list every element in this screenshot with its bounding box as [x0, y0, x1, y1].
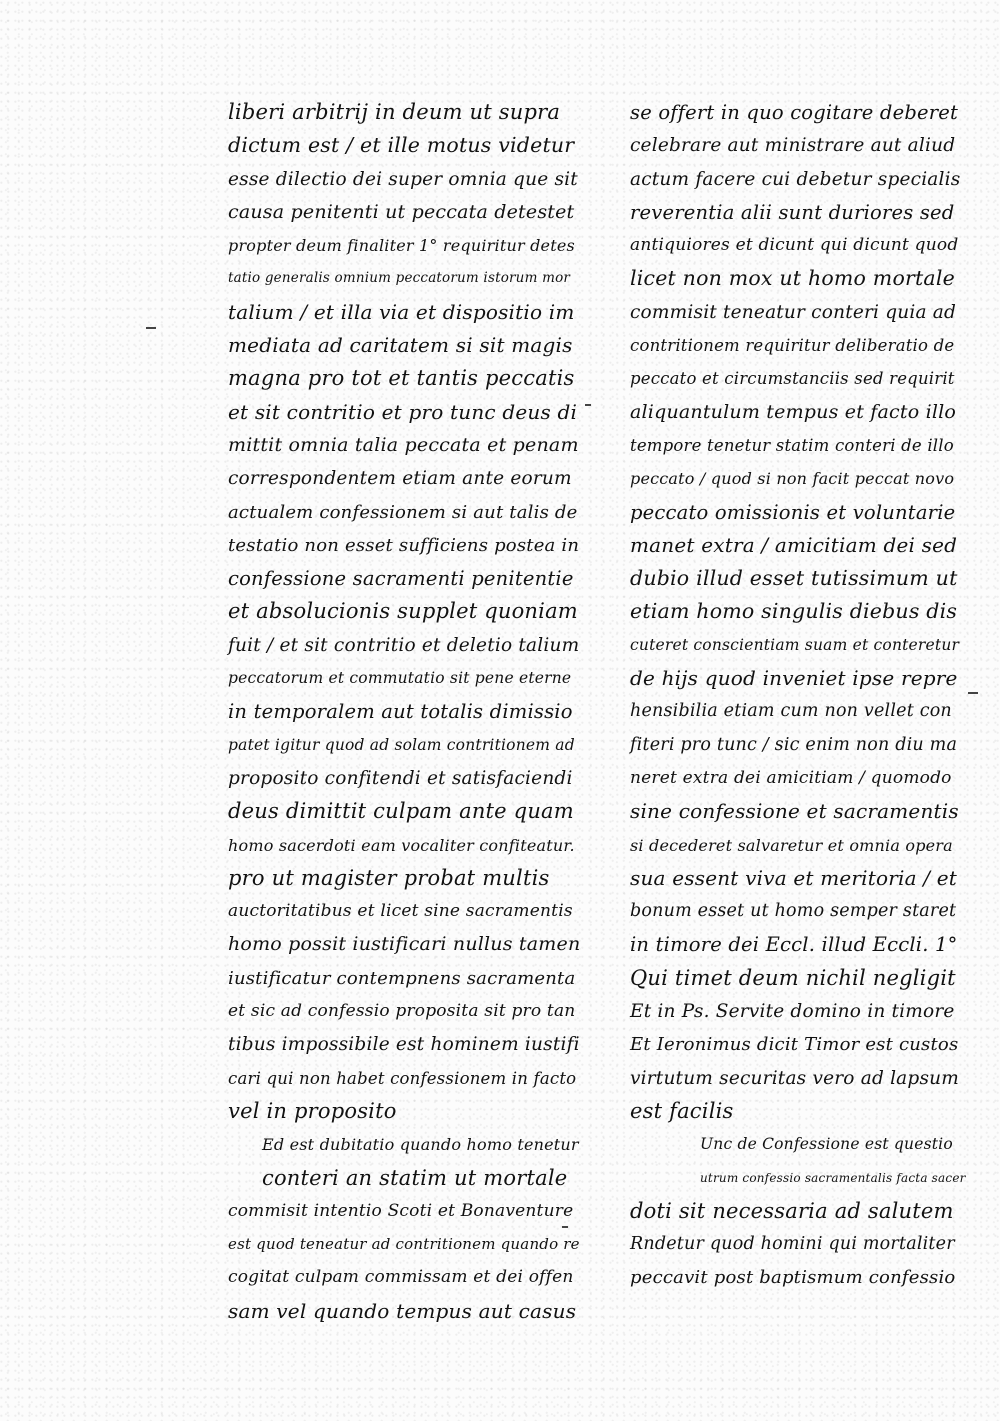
right-line: contritionem requiritur deliberatio de	[630, 336, 955, 356]
left-text-column	[228, 96, 580, 1328]
margin-tick	[146, 327, 156, 329]
right-line: utrum confessio sacramentalis facta sacer	[700, 1170, 966, 1185]
right-line: tempore tenetur statim conteri de illo	[630, 435, 954, 455]
right-line: se offert in quo cogitare deberet	[630, 101, 959, 124]
left-line: esse dilectio dei super omnia que sit	[228, 168, 578, 190]
right-line: fiteri pro tunc / sic enim non diu ma	[630, 734, 958, 755]
left-line: auctoritatibus et licet sine sacramentis	[228, 901, 573, 922]
left-line: iustificatur contempnens sacramenta	[228, 967, 576, 989]
left-line: fuit / et sit contritio et deletio talium	[228, 634, 580, 656]
left-line: cari qui non habet confessionem in facto	[228, 1068, 577, 1088]
right-line: est facilis	[630, 1098, 734, 1123]
right-line: Unc de Confessione est questio	[700, 1135, 953, 1154]
left-line: correspondentem etiam ante eorum	[228, 468, 572, 490]
right-line: peccato / quod si non facit peccat novo	[630, 469, 955, 489]
left-line: homo possit iustificari nullus tamen	[228, 933, 581, 956]
margin-tick	[562, 1226, 568, 1228]
right-line: si decederet salvaretur et omnia opera	[630, 835, 953, 855]
right-line: Qui timet deum nichil negligit	[630, 965, 956, 990]
right-line: actum facere cui debetur specialis	[630, 168, 961, 190]
left-line: proposito confitendi et satisfaciendi	[228, 767, 573, 789]
right-line: commisit teneatur conteri quia ad	[630, 301, 957, 323]
right-line: peccato omissionis et voluntarie	[630, 500, 956, 524]
right-line: cuteret conscientiam suam et conteretur	[630, 635, 960, 654]
left-line: et absolucionis supplet quoniam	[228, 599, 578, 624]
left-line: liberi arbitrij in deum ut supra	[228, 100, 561, 124]
right-line: Et Ieronimus dicit Timor est custos	[630, 1034, 959, 1056]
left-line: tibus impossibile est hominem iustifi	[228, 1034, 580, 1056]
right-line: sine confessione et sacramentis	[630, 799, 959, 824]
left-line: mittit omnia talia peccata et penam	[228, 433, 579, 456]
left-line: testatio non esset sufficiens postea in	[228, 534, 580, 556]
right-line: peccavit post baptismum confessio	[630, 1267, 956, 1289]
left-line: commisit intentio Scoti et Bonaventure	[228, 1200, 574, 1221]
left-line: et sit contritio et pro tunc deus di	[228, 399, 578, 424]
left-line: magna pro tot et tantis peccatis	[228, 366, 575, 391]
right-line: peccato et circumstanciis sed requirit	[630, 369, 955, 389]
right-line: in timore dei Eccl. illud Eccli. 1°	[630, 933, 958, 957]
right-text-column	[630, 96, 966, 1295]
left-line: est quod teneatur ad contritionem quando re	[228, 1235, 580, 1254]
left-line: vel in proposito	[228, 1098, 397, 1123]
left-line: deus dimittit culpam ante quam	[228, 799, 574, 824]
right-line: Et in Ps. Servite domino in timore	[630, 1001, 955, 1023]
left-line: propter deum finaliter 1° requiritur detes	[228, 236, 575, 256]
right-line: virtutum securitas vero ad lapsum	[630, 1067, 960, 1089]
left-line: confessione sacramenti penitentie	[228, 567, 574, 591]
right-line: licet non mox ut homo mortale	[630, 266, 955, 291]
left-line: sam vel quando tempus aut casus	[228, 1298, 577, 1323]
left-line: in temporalem aut totalis dimissio	[228, 700, 573, 724]
right-line: bonum esset ut homo semper staret	[630, 901, 957, 922]
right-line: reverentia alii sunt duriores sed	[630, 200, 955, 224]
left-line: homo sacerdoti eam vocaliter confiteatur.	[228, 835, 575, 855]
right-line: manet extra / amicitiam dei sed	[630, 532, 958, 557]
right-line: hensibilia etiam cum non vellet con	[630, 701, 952, 722]
right-line: dubio illud esset tutissimum ut	[630, 566, 958, 591]
right-line: aliquantulum tempus et facto illo	[630, 400, 957, 423]
left-line: tatio generalis omnium peccatorum istorum mor	[228, 270, 571, 287]
left-line: peccatorum et commutatio sit pene eterne	[228, 669, 572, 688]
right-line: antiquiores et dicunt qui dicunt quod	[630, 235, 959, 256]
right-line: neret extra dei amicitiam / quomodo	[630, 767, 952, 788]
left-line: actualem confessionem si aut talis de	[228, 501, 578, 523]
right-line: etiam homo singulis diebus dis	[630, 599, 958, 624]
left-line: Ed est dubitatio quando homo tenetur	[262, 1135, 579, 1155]
left-line: talium / et illa via et dispositio im	[228, 299, 575, 324]
left-line: causa penitenti ut peccata detestet	[228, 200, 575, 223]
margin-tick	[968, 692, 978, 694]
right-line: sua essent viva et meritoria / et	[630, 865, 958, 890]
left-line: mediata ad caritatem si sit magis	[228, 333, 573, 358]
right-line: doti sit necessaria ad salutem	[630, 1198, 954, 1223]
left-line: dictum est / et ille motus videtur	[228, 133, 575, 158]
left-line: patet igitur quod ad solam contritionem ad	[228, 735, 575, 754]
right-line: Rndetur quod homini qui mortaliter	[630, 1234, 955, 1255]
right-line: de hijs quod inveniet ipse repre	[630, 666, 958, 691]
right-line: celebrare aut ministrare aut aliud	[630, 135, 956, 157]
margin-tick	[585, 404, 591, 406]
left-line: conteri an statim ut mortale	[262, 1165, 568, 1190]
left-line: et sic ad confessio proposita sit pro tan	[228, 1001, 576, 1022]
left-line: pro ut magister probat multis	[228, 865, 550, 890]
left-line: cogitat culpam commissam et dei offen	[228, 1267, 574, 1288]
